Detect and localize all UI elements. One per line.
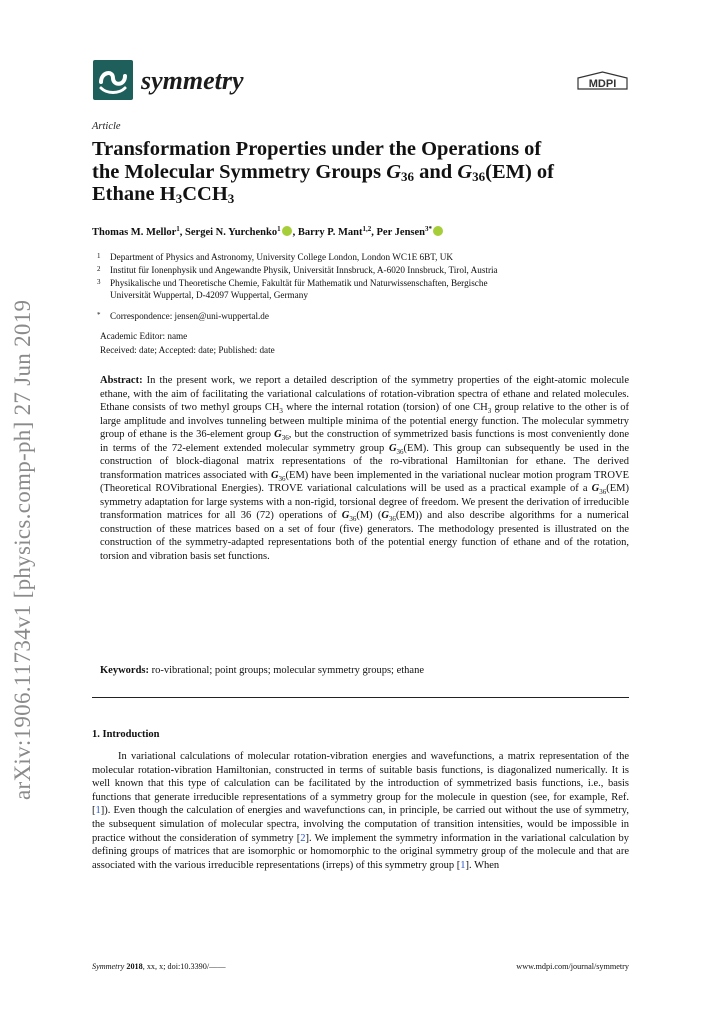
abstract-group-symbol: G [274, 429, 282, 440]
author-name: Per Jensen [376, 227, 426, 238]
section-divider [92, 697, 629, 698]
title-subscript: 3 [227, 191, 235, 206]
orcid-icon[interactable] [282, 226, 292, 236]
footer-journal: Symmetry [92, 962, 125, 971]
citation-link[interactable]: 2 [300, 832, 306, 844]
author-name: Thomas M. Mellor [92, 227, 177, 238]
abstract-text: , but the construction of symmetrized basis functions is most conveniently done in terms of the 72-element extended molecular symmetry group [100, 429, 629, 454]
title-line-2-text: (EM) of [485, 160, 555, 183]
keywords [100, 665, 424, 676]
affiliation-text: Physikalische und Theoretische Chemie, Fakultät für Mathematik und Naturwissenschaften, Bergische [110, 278, 488, 288]
affiliation-mark: * [97, 311, 101, 319]
affiliation-item [97, 263, 498, 276]
affiliation-text-continued: Universität Wuppertal, D-42097 Wuppertal, Germany [110, 290, 308, 300]
author-name: Barry P. Mant [297, 227, 363, 238]
author-affiliation-mark: 1 [277, 225, 281, 233]
abstract-group-symbol: G [270, 469, 279, 481]
abstract-text: (EM) symmetry adaptation for large systems with a non-rigid, torsional degree of freedom. We present the derivation of irreducible transformation matrices for all 36 (72) operations of [100, 483, 629, 521]
publisher-name: MDPI [588, 78, 617, 90]
author-separator: , [371, 227, 377, 238]
abstract-text: (M) ( [356, 510, 382, 521]
abstract-group-symbol: G [591, 483, 600, 494]
academic-editor: Academic Editor: name [100, 331, 188, 341]
section-heading: 1. Introduction [92, 729, 160, 740]
author-separator: , [179, 227, 186, 238]
author-affiliation-mark: 1 [176, 225, 180, 233]
abstract-subscript: 36 [349, 515, 357, 524]
orcid-icon[interactable] [433, 226, 443, 236]
abstract-text: (EM). This group can subsequently be used in the construction of block-diagonal matrix representations of the ro-vibrational Hamiltonian for ethane. The derived transformation matrices associated with [100, 442, 629, 481]
title-line-2-text: the Molecular Symmetry Groups [92, 160, 387, 183]
title-subscript: 36 [472, 168, 486, 184]
title-line-2-text: and [414, 160, 458, 183]
affiliation-mark: 1 [97, 252, 101, 260]
title-subscript: 36 [401, 168, 414, 184]
abstract-text: where the internal rotation (torsion) of one CH [282, 402, 488, 413]
abstract-group-symbol: G [388, 442, 397, 454]
affiliation-mark: 2 [97, 265, 101, 273]
author-affiliation-mark: 1,2 [362, 225, 372, 233]
correspondence [97, 309, 269, 322]
abstract-subscript: 36 [281, 434, 289, 443]
article-type: Article [92, 121, 121, 132]
author-list [92, 226, 444, 238]
journal-name: symmetry [141, 66, 244, 95]
abstract-group-symbol: G [341, 510, 350, 521]
abstract-subscript: 36 [396, 447, 404, 456]
abstract-text: (EM)) and also describe algorithms for a numerical construction of these matrices based on a set of four (five) generators. The methodology presented is illustrated on the construction of the symmetry-adapted representations both of the potential energy function of ethane and of the rotation, torsion and vibration basis set functions. [100, 510, 629, 562]
body-text: ]). Even though the calculation of energies and wavefunctions can, in principle, be carried out without the use of symmetry, the subsequent simulation of molecular spectra, involving the computation of transition intensities, would be impossible in practice without the consideration of symmetry [ [92, 805, 629, 844]
abstract-subscript: 36 [278, 474, 286, 483]
mdpi-logo [576, 70, 629, 92]
footer-url[interactable]: www.mdpi.com/journal/symmetry [516, 962, 629, 971]
abstract-text: In the present work, we report a detailed description of the symmetry properties of the eight-atomic molecule ethane, with the aim of facilitating the variational calculations of rotation-vibration spectra of ethane and related molecules. Ethane consists of two methyl groups CH [100, 375, 629, 413]
footer-citation [92, 962, 226, 971]
keywords-label: Keywords: [100, 665, 149, 676]
arxiv-identifier: arXiv:1906.11734v1 [physics.comp-ph] 27 Jun 2019 [10, 299, 35, 800]
citation-link[interactable]: 1 [95, 805, 101, 817]
footer-doi: , xx, x; doi:10.3390/—— [142, 962, 226, 971]
footer-year: 2018 [124, 962, 143, 971]
abstract-text: group relative to the other is of large amplitude and involves tunneling between multiple minima of the potential energy function. The molecular symmetry group of ethane is the 36-element group [100, 402, 630, 440]
body-text: ]. We implement the symmetry information in the variational calculation by defining groups of matrices that are isomorphic or homomorphic to the original symmetry group of the molecule and that are associated with the various irreducible representations (irreps) of this symmetry group [ [92, 832, 629, 871]
abstract [100, 374, 629, 563]
citation-link[interactable]: 1 [460, 859, 466, 871]
keywords-text: ro-vibrational; point groups; molecular symmetry groups; ethane [149, 665, 424, 676]
author-name: Sergei N. Yurchenko [185, 227, 278, 238]
title-line-3-text: Ethane H [92, 183, 176, 205]
paper-title [92, 138, 637, 206]
affiliation-mark: 3 [97, 278, 101, 286]
affiliation-item [97, 250, 453, 263]
title-line-3-text: CCH [182, 183, 228, 205]
abstract-subscript: 3 [279, 407, 283, 416]
introduction-paragraph [92, 750, 629, 872]
affiliation-item [97, 276, 488, 301]
affiliation-text: Institut für Ionenphysik und Angewandte Physik, Universität Innsbruck, A-6020 Innsbruck, Tirol, Austria [110, 265, 498, 275]
abstract-text: (EM) have been implemented in the variational nuclear motion program TROVE (Theoretical ROVibrational Energies). TROVE variational calculations will be used as a practical example of a [100, 469, 629, 494]
affiliation-text: Department of Physics and Astronomy, University College London, London WC1E 6BT, UK [110, 252, 454, 262]
abstract-subscript: 36 [388, 515, 396, 524]
title-line-1: Transformation Properties under the Operations of [92, 138, 542, 160]
body-text: ]. When [465, 859, 500, 871]
title-subscript: 3 [175, 191, 183, 206]
abstract-subscript: 3 [487, 407, 492, 416]
title-group-symbol: G [457, 160, 473, 183]
title-group-symbol: G [386, 160, 401, 183]
symmetry-journal-logo-icon [93, 60, 133, 100]
abstract-subscript: 36 [599, 488, 607, 497]
correspondence-email[interactable]: Correspondence: jensen@uni-wuppertal.de [110, 311, 269, 321]
publication-dates: Received: date; Accepted: date; Published: date [100, 345, 275, 355]
author-separator: , [292, 227, 298, 238]
abstract-label: Abstract: [100, 375, 143, 386]
abstract-group-symbol: G [381, 510, 389, 521]
body-text: In variational calculations of molecular rotation-vibration energies and wavefunctions, a matrix representation of the molecular rotation-vibration Hamiltonian, constructed in terms of suitable basis functions, is diagonalized numerically. It is well known that this type of calculation can be facilitated by the introduction of symmetrized basis functions, i.e., basis functions that generate irreducible representations of a symmetry group for the molecule in question (see, for example, Ref. [ [92, 751, 629, 817]
author-affiliation-mark: 3* [425, 225, 433, 233]
